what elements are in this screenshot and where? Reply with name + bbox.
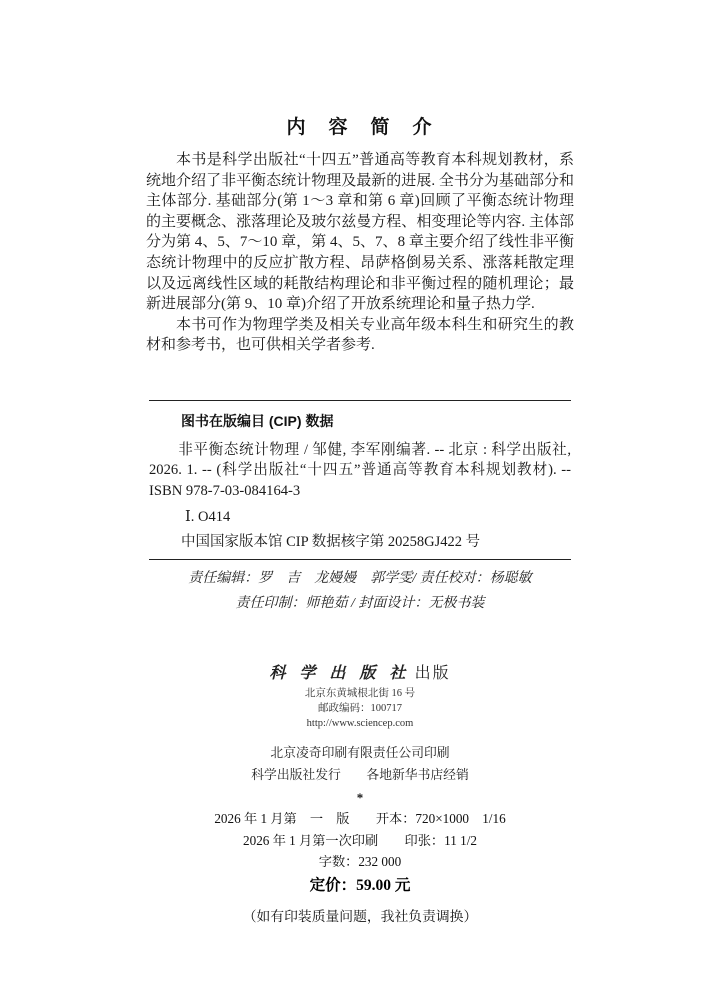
publisher-website: http://www.sciencep.com (306, 718, 414, 730)
price-line: 定价：59.00 元 (309, 876, 411, 894)
edition-line: 2026 年 1 月第 一 版 开本：720×1000 1/16 (214, 811, 506, 827)
intro-paragraph-2: 本书可作为物理学类及相关专业高年级本科生和研究生的教材和参考书，也可供相关学者参考. (146, 316, 574, 354)
colophon-separator: * (356, 790, 364, 806)
cip-section (149, 400, 571, 613)
staff-printing-design-line: 责任印制：师艳茹 / 封面设计：无极书装 (235, 596, 485, 612)
printing-run-line: 2026 年 1 月第一次印刷 印张：11 1/2 (243, 832, 477, 848)
publisher-address: 北京东黄城根北街 16 号 (304, 688, 416, 700)
cip-top-rule (149, 400, 571, 401)
distribution-line: 科学出版社发行 各地新华书店经销 (251, 768, 469, 783)
publisher-postcode: 邮政编码：100717 (318, 703, 402, 715)
wordcount-line: 字数：232 000 (318, 854, 402, 870)
colophon-section (0, 808, 720, 927)
page-title: 内 容 简 介 (286, 117, 434, 138)
cip-registry-number: 中国国家版本馆 CIP 数据核字第 20258GJ422 号 (181, 534, 481, 551)
publisher-logo-line (0, 661, 720, 686)
intro-section (146, 150, 574, 356)
cip-header: 图书在版编目 (CIP) 数据 (181, 412, 334, 429)
publisher-section (0, 661, 720, 804)
quality-note-line: （如有印装质量问题，我社负责调换） (242, 908, 478, 924)
printer-line: 北京凌奇印刷有限责任公司印刷 (270, 746, 450, 761)
publish-label: 出版 (414, 665, 451, 683)
publisher-logo: 科 学 出 版 社 (269, 665, 411, 683)
cip-record: 非平衡态统计物理 / 邹健, 李军刚编著. -- 北京 : 科学出版社, 2026. 1. -- (科学出版社“十四五”普通高等教育本科规划教材). -- ISBN 978-7-03-084164-3 (149, 441, 571, 499)
staff-editors-line: 责任编辑：罗 吉 龙嫚嫚 郭学雯/ 责任校对：杨聪敏 (188, 571, 532, 587)
cip-bottom-rule (149, 559, 571, 560)
cip-classification-code: Ⅰ. O414 (185, 509, 231, 526)
intro-paragraph-1: 本书是科学出版社“十四五”普通高等教育本科规划教材，系统地介绍了非平衡态统计物理及最新的进展. 全书分为基础部分和主体部分. 基础部分(第 1～3 章和第 6 章)回顾了平衡态统计物理的主要概念、涨落理论及玻尔兹曼方程、相变理论等内容. 主体部分为第 4、5、7～10 章，第 4、5、7、8 章主要介绍了线性非平衡态统计物理中的反应扩散方程、昂萨格倒易关系、涨落耗散定理以及远离线性区域的耗散结构理论和非平衡过程的随机理论；最新进展部分(第 9、10 章)介绍了开放系统理论和量子热力学. (146, 152, 574, 313)
